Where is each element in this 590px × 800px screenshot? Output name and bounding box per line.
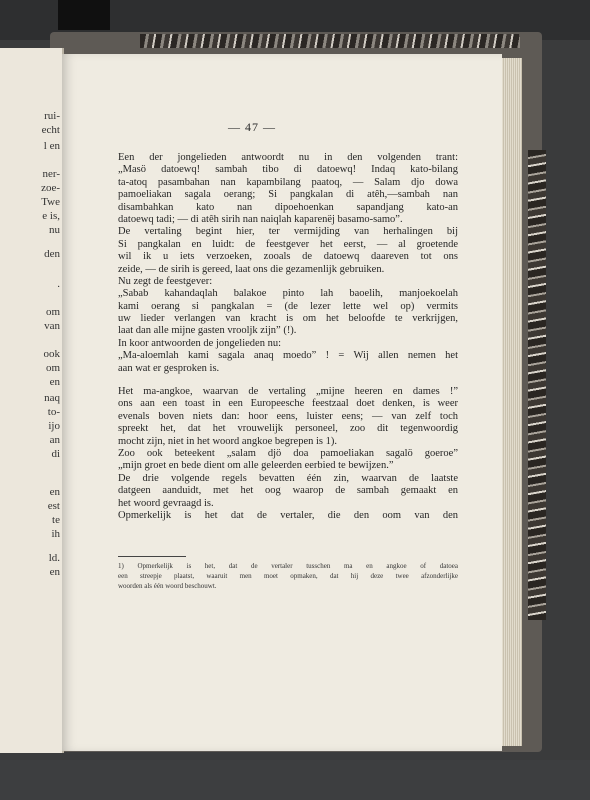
left-page-fragment: ner- — [42, 168, 60, 180]
text-line: De vertaling begint hier, ter vermijding van herhalingen bij — [118, 226, 458, 238]
left-page-fragment: te — [52, 514, 60, 526]
left-facing-page — [0, 48, 64, 753]
footnote-line: woorden als één woord beschouwt. — [118, 582, 217, 590]
page-number: — 47 — — [228, 120, 276, 134]
left-page-fragment: . — [57, 278, 60, 290]
footnote-line: een streepje plaatst, waaruit men moet opmaken, dat hij deze twee afzonderlijke — [118, 572, 458, 580]
left-page-fragment: ih — [51, 528, 60, 540]
left-page-fragment: en — [49, 566, 60, 578]
text-line: ons aan een toast in een Europeesche feestzaal doet denken, is weer — [118, 398, 458, 410]
text-line: ta-atoq pasambahan nan kapambilang paatoq, — Salam djo dowa — [118, 176, 458, 188]
text-line: kami oerang si pangkalan = (de lezer lette wel op) vermits — [118, 300, 458, 312]
left-page-fragment: ijo — [48, 420, 60, 432]
text-line: datoewq tadi; — di atêh sirih nan naiqlah kaparenëj basamo-samo”. — [118, 213, 403, 225]
text-line: uw lieder verlangen van kracht is om het beloofde te verkrijgen, — [118, 313, 458, 325]
text-line: „Masö datoewq! sambah tibo di datoewq! Indaq kato-bilang — [118, 164, 458, 176]
text-line: Een der jongelieden antwoordt nu in den volgenden trant: — [118, 152, 458, 163]
text-line: De drie volgende regels bevatten één zin, waarvan de laatste — [118, 472, 458, 484]
left-page-fragment: e is, — [42, 210, 60, 222]
body-text — [118, 152, 458, 522]
left-page-fragment: om — [45, 362, 60, 374]
background-bottom — [0, 760, 590, 800]
left-page-fragment: en — [49, 486, 60, 498]
text-line: mocht zijn, niet in het woord angkoe begrepen is 1). — [118, 435, 337, 447]
paragraph-gap — [118, 375, 458, 386]
marbled-edge-top — [140, 34, 520, 48]
left-page-fragment: Twe — [41, 196, 60, 208]
text-line: Nu zegt de feestgever: — [118, 275, 213, 287]
left-page-fragment: l en — [43, 140, 60, 152]
left-page-fragment: rui- — [44, 110, 60, 122]
left-page-fragment: zoe- — [41, 182, 60, 194]
text-line: „Sabab kahandaqlah balakoe pinto lah baoelih, manjoekoelah — [118, 288, 458, 300]
footnote-line: 1) Opmerkelijk is het, dat de vertaler tusschen ma en angkoe of datoea — [118, 562, 458, 570]
text-line: datgeen aanduidt, met het oog waarop de sambah gemaakt en — [118, 485, 458, 497]
background-band — [58, 0, 110, 30]
text-line: evenals boven niets dan: hoor eens, luister eens; — van zelf toch — [118, 410, 458, 422]
page-edges — [500, 58, 522, 746]
left-page-fragment: om — [45, 306, 60, 318]
footnotes — [118, 561, 458, 591]
left-page-fragment: an — [49, 434, 60, 446]
text-line: Het ma-angkoe, waarvan de vertaling „mijne heeren en dames !” — [118, 386, 458, 398]
text-line: „Ma-aloemlah kami sagala anaq moedo” ! = Wij allen nemen het — [118, 350, 458, 362]
left-page-fragment: en — [49, 376, 60, 388]
left-page-fragment: van — [44, 320, 60, 332]
left-page-fragment: est — [47, 500, 60, 512]
text-line: In koor antwoorden de jongelieden nu: — [118, 337, 281, 349]
text-line: disambahkan kato nan dipoehoenkan sapandjang kato-an — [118, 201, 458, 213]
text-line: Si pangkalan en luidt: de feestgever het eerst, — al groetende — [118, 238, 458, 250]
text-line: spreekt het, dat het vrouwelijk personeel, zoo dit tegenwoordig — [118, 423, 458, 435]
left-page-fragment: ook — [43, 348, 60, 360]
left-page-fragment: nu — [49, 224, 60, 236]
text-line: pamoeliakan sagala oerang; Si pangkalan di atêh,—sambah nan — [118, 189, 458, 201]
marbled-edge-right — [528, 150, 546, 620]
text-line: „mijn groet en bede dient om alle geleerden eerbied te bewijzen.” — [118, 460, 394, 472]
text-line: wil ik u iets verzoeken, zooals de datoewq daareven tot ons — [118, 251, 458, 263]
text-line: laat dan alle mijne gasten vrooljk zijn” (!). — [118, 325, 297, 337]
left-page-fragment: echt — [41, 124, 60, 136]
left-page-fragment: ld. — [48, 552, 60, 564]
left-page-fragment: den — [44, 248, 60, 260]
footnote-divider — [118, 556, 186, 557]
text-line: Zoo ook beteekent „salam djö doa pamoeliakan sagalö goeroe” — [118, 447, 458, 459]
left-page-fragment: naq — [44, 392, 60, 404]
text-line: zeide, — de sirih is gereed, laat ons die gezamenlijk gebruiken. — [118, 263, 385, 275]
text-line: Opmerkelijk is het dat de vertaler, die den oom van den — [118, 509, 458, 521]
book-page — [62, 54, 502, 751]
text-line: aan wat er gesproken is. — [118, 362, 220, 374]
left-page-fragment: to- — [47, 406, 60, 418]
left-page-fragment: di — [51, 448, 60, 460]
text-line: het woord gevraagd is. — [118, 497, 214, 509]
